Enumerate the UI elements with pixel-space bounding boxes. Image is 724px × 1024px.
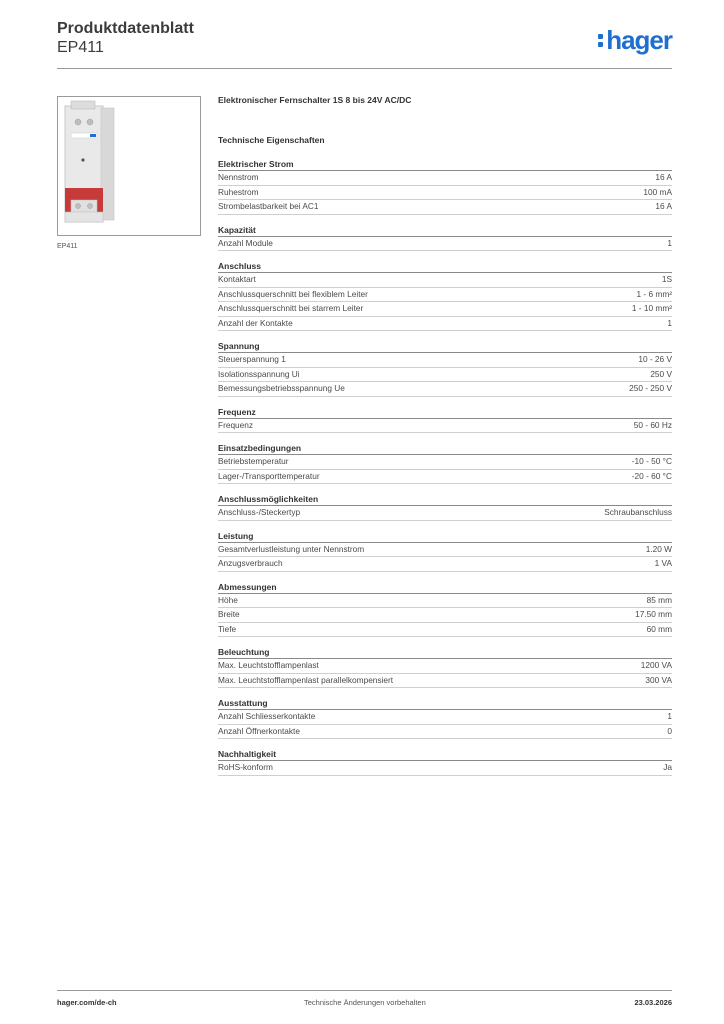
spec-label: Tiefe (218, 623, 237, 634)
spec-label: Anzahl Module (218, 237, 273, 248)
header-divider (57, 68, 672, 69)
spec-row (218, 659, 672, 674)
group-title: Anschlussmöglichkeiten (218, 493, 672, 506)
spec-row (218, 470, 672, 485)
spec-label: Nennstrom (218, 172, 259, 182)
spec-label: Anzahl der Kontakte (218, 317, 293, 328)
group-title: Beleuchtung (218, 646, 672, 659)
spec-value: 1 (667, 711, 672, 721)
spec-row (218, 543, 672, 558)
spec-value: Schraubanschluss (604, 507, 672, 517)
spec-value: 16 A (655, 172, 672, 182)
spec-group (218, 748, 672, 776)
spec-group (218, 530, 672, 572)
spec-value: 250 - 250 V (629, 383, 672, 393)
spec-value: 0 (667, 725, 672, 736)
spec-value: 1.20 W (645, 543, 672, 554)
spec-row (218, 368, 672, 383)
spec-row (218, 623, 672, 638)
logo-dots-icon (598, 27, 604, 49)
group-title: Frequenz (218, 406, 672, 419)
spec-label: Isolationsspannung Ui (218, 368, 300, 379)
spec-group (218, 581, 672, 638)
spec-row (218, 273, 672, 288)
group-title: Kapazität (218, 224, 672, 237)
spec-label: Anzahl Öffnerkontakte (218, 725, 300, 736)
spec-value: 250 V (650, 368, 672, 379)
spec-row (218, 506, 672, 521)
spec-label: Anschlussquerschnitt bei starrem Leiter (218, 303, 364, 313)
spec-label: Anschlussquerschnitt bei flexiblem Leiter (218, 288, 368, 299)
image-caption: EP411 (57, 243, 78, 250)
group-title: Ausstattung (218, 697, 672, 710)
hager-logo (598, 27, 672, 53)
spec-row (218, 674, 672, 689)
group-title: Elektrischer Strom (218, 158, 672, 171)
product-image (63, 100, 116, 226)
spec-row (218, 710, 672, 725)
spec-group (218, 493, 672, 521)
spec-group (218, 646, 672, 688)
spec-value: 85 mm (646, 594, 672, 605)
spec-label: Strombelastbarkeit bei AC1 (218, 201, 319, 211)
spec-value: 1 - 6 mm² (636, 288, 672, 299)
spec-value: 1S (661, 274, 672, 284)
logo-wordmark: hager (606, 25, 672, 55)
spec-value: Ja (663, 762, 672, 772)
document-title: Produktdatenblatt (57, 20, 194, 37)
spec-label: Steuerspannung 1 (218, 354, 286, 364)
spec-group (218, 260, 672, 331)
group-title: Anschluss (218, 260, 672, 273)
group-title: Einsatzbedingungen (218, 442, 672, 455)
spec-row (218, 608, 672, 623)
spec-row (218, 353, 672, 368)
spec-content (218, 95, 672, 785)
spec-value: 60 mm (646, 623, 672, 634)
spec-row (218, 594, 672, 609)
spec-value: 300 VA (645, 674, 672, 685)
spec-label: Kontaktart (218, 274, 256, 284)
spec-value: 17.50 mm (635, 609, 672, 619)
spec-label: Höhe (218, 594, 238, 605)
spec-group (218, 340, 672, 397)
spec-group (218, 697, 672, 739)
spec-label: Breite (218, 609, 240, 619)
spec-row (218, 288, 672, 303)
spec-value: 1 (667, 317, 672, 328)
spec-row (218, 171, 672, 186)
footer-website: hager.com/de-ch (57, 998, 117, 1007)
spec-label: Anzugsverbrauch (218, 558, 283, 568)
group-title: Abmessungen (218, 581, 672, 594)
group-title: Leistung (218, 530, 672, 543)
product-title: Elektronischer Fernschalter 1S 8 bis 24V AC/DC (218, 95, 412, 105)
spec-row (218, 382, 672, 397)
spec-label: Frequenz (218, 419, 254, 430)
spec-groups (218, 158, 672, 776)
section-title: Technische Eigenschaften (218, 135, 325, 145)
spec-value: 50 - 60 Hz (633, 419, 672, 430)
spec-label: Gesamtverlustleistung unter Nennstrom (218, 543, 365, 554)
spec-row (218, 725, 672, 740)
spec-group (218, 224, 672, 252)
footer-divider (57, 990, 672, 991)
spec-row (218, 186, 672, 201)
spec-label: Lager-/Transporttemperatur (218, 470, 320, 481)
footer-date: 23.03.2026 (634, 998, 672, 1007)
spec-label: RoHS-konform (218, 762, 273, 772)
spec-row (218, 557, 672, 572)
spec-value: 10 - 26 V (638, 354, 672, 364)
spec-label: Anschluss-/Steckertyp (218, 507, 301, 517)
spec-row (218, 317, 672, 332)
spec-value: 1 (667, 237, 672, 248)
spec-value: 1 VA (654, 558, 672, 568)
product-code: EP411 (57, 39, 104, 56)
footer-disclaimer: Technische Änderungen vorbehalten (304, 998, 426, 1007)
spec-label: Anzahl Schliesserkontakte (218, 711, 316, 721)
spec-row (218, 237, 672, 252)
spec-row (218, 761, 672, 776)
spec-group (218, 406, 672, 434)
spec-label: Max. Leuchtstofflampenlast (218, 660, 319, 670)
spec-value: 1 - 10 mm² (631, 303, 672, 313)
spec-row (218, 419, 672, 434)
spec-label: Bemessungsbetriebsspannung Ue (218, 383, 345, 393)
spec-value: -10 - 50 °C (631, 456, 672, 466)
page-header (57, 20, 672, 70)
spec-label: Ruhestrom (218, 186, 259, 197)
spec-value: -20 - 60 °C (631, 470, 672, 481)
spec-value: 1200 VA (640, 660, 672, 670)
spec-label: Max. Leuchtstofflampenlast parallelkompensiert (218, 674, 394, 685)
spec-group (218, 442, 672, 484)
spec-value: 16 A (655, 201, 672, 211)
product-image-frame (57, 96, 201, 236)
spec-row (218, 455, 672, 470)
group-title: Spannung (218, 340, 672, 353)
group-title: Nachhaltigkeit (218, 748, 672, 761)
spec-value: 100 mA (643, 186, 672, 197)
spec-label: Betriebstemperatur (218, 456, 289, 466)
spec-row (218, 302, 672, 317)
spec-group (218, 158, 672, 215)
spec-row (218, 200, 672, 215)
